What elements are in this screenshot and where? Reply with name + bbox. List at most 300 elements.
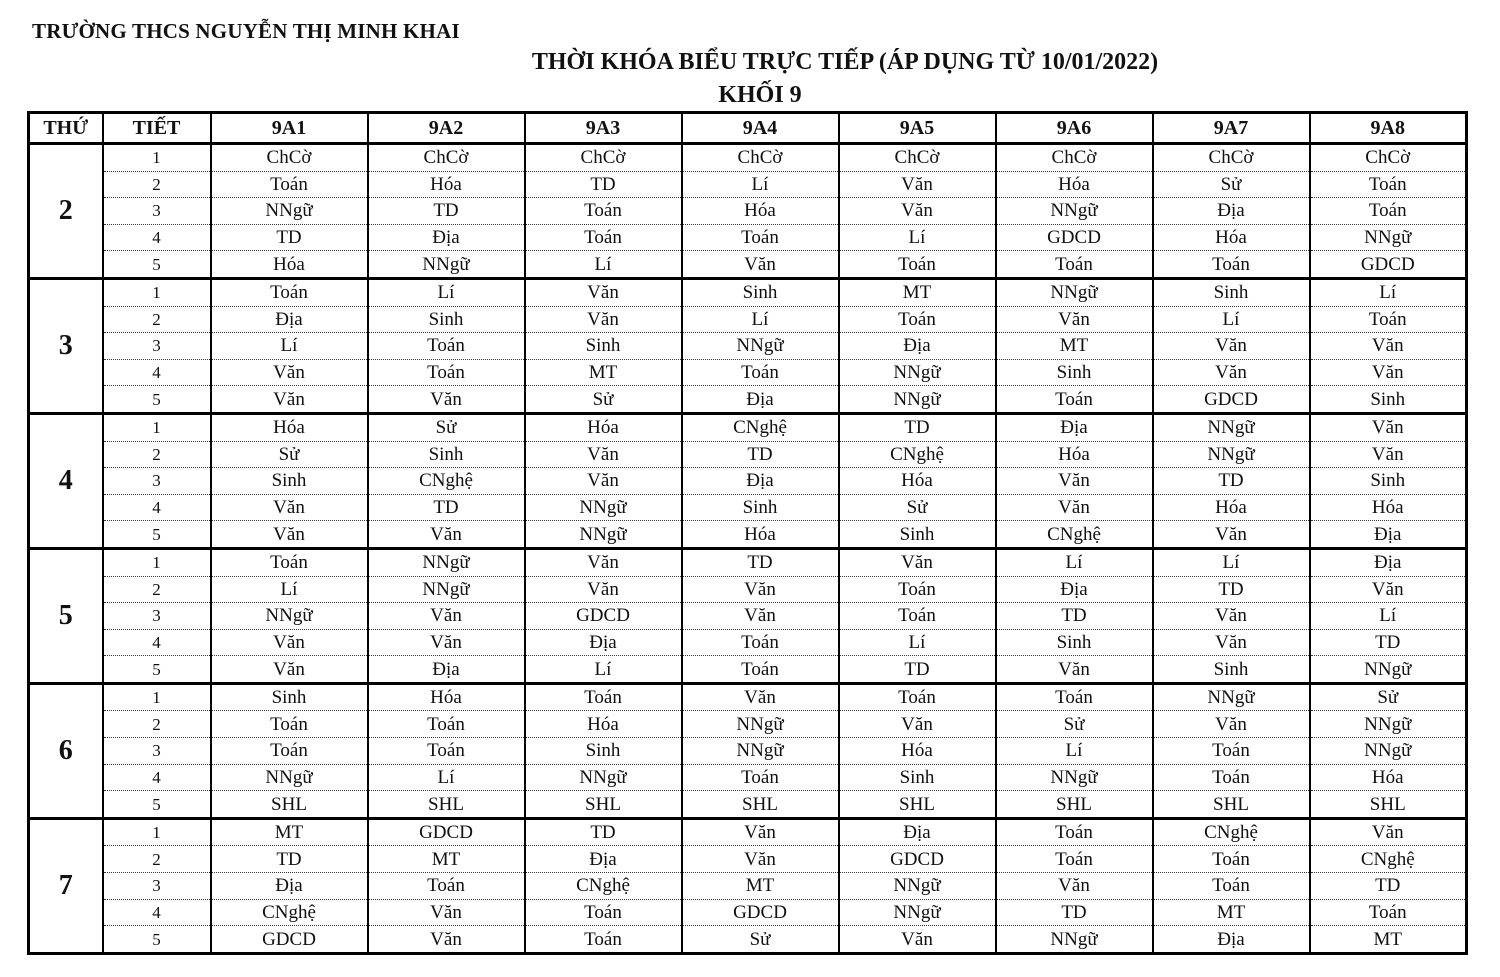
subject-cell: Văn <box>368 629 525 656</box>
subject-cell: Toán <box>211 711 368 738</box>
subject-cell: SHL <box>368 791 525 819</box>
subject-cell: Toán <box>1153 251 1310 279</box>
subject-cell: Sử <box>1310 683 1467 711</box>
subject-cell: Văn <box>839 926 996 954</box>
subject-cell: Văn <box>525 306 682 333</box>
subject-cell: Sinh <box>1310 386 1467 414</box>
subject-cell: Văn <box>682 603 839 630</box>
period-cell: 5 <box>103 521 211 549</box>
period-cell: 4 <box>103 899 211 926</box>
table-row <box>29 711 1467 738</box>
subject-cell: Địa <box>1153 926 1310 954</box>
day-cell: 4 <box>29 413 103 548</box>
subject-cell: TD <box>1153 576 1310 603</box>
subject-cell: TD <box>368 494 525 521</box>
subject-cell: Sinh <box>839 764 996 791</box>
table-row <box>29 576 1467 603</box>
period-cell: 4 <box>103 629 211 656</box>
subject-cell: Sinh <box>1310 468 1467 495</box>
subject-cell: MT <box>1310 926 1467 954</box>
subject-cell: Toán <box>525 224 682 251</box>
subject-cell: Văn <box>525 441 682 468</box>
subject-cell: Sinh <box>211 468 368 495</box>
subject-cell: Văn <box>211 656 368 684</box>
table-row <box>29 656 1467 684</box>
timetable <box>27 111 1468 955</box>
subject-cell: TD <box>1310 629 1467 656</box>
subject-cell: Toán <box>1310 171 1467 198</box>
subject-cell: TD <box>1153 468 1310 495</box>
subject-cell: Lí <box>839 224 996 251</box>
subject-cell: ChCờ <box>682 144 839 172</box>
subject-cell: Văn <box>211 359 368 386</box>
subject-cell: Hóa <box>368 683 525 711</box>
subject-cell: GDCD <box>525 603 682 630</box>
table-row <box>29 873 1467 900</box>
subject-cell: Địa <box>839 333 996 360</box>
subject-cell: Toán <box>839 603 996 630</box>
subject-cell: Văn <box>211 494 368 521</box>
table-row <box>29 764 1467 791</box>
subject-cell: Lí <box>839 629 996 656</box>
table-row <box>29 818 1467 846</box>
subject-cell: NNgữ <box>525 521 682 549</box>
subject-cell: GDCD <box>682 899 839 926</box>
subject-cell: MT <box>525 359 682 386</box>
table-row <box>29 144 1467 172</box>
subject-cell: NNgữ <box>1310 738 1467 765</box>
subject-cell: Địa <box>211 306 368 333</box>
subject-cell: Văn <box>525 576 682 603</box>
subject-cell: NNgữ <box>1153 683 1310 711</box>
subject-cell: Địa <box>682 468 839 495</box>
day-cell: 2 <box>29 144 103 279</box>
header-class: 9A7 <box>1153 113 1310 144</box>
subject-cell: Lí <box>211 576 368 603</box>
subject-cell: Văn <box>996 656 1153 684</box>
subject-cell: Địa <box>1153 198 1310 225</box>
subject-cell: Lí <box>996 738 1153 765</box>
subject-cell: Lí <box>1153 548 1310 576</box>
subject-cell: Toán <box>525 683 682 711</box>
period-cell: 4 <box>103 764 211 791</box>
subject-cell: Sinh <box>525 333 682 360</box>
subject-cell: NNgữ <box>996 926 1153 954</box>
table-row <box>29 846 1467 873</box>
period-cell: 1 <box>103 548 211 576</box>
subject-cell: Sử <box>682 926 839 954</box>
subject-cell: SHL <box>839 791 996 819</box>
subject-cell: Văn <box>1153 711 1310 738</box>
subject-cell: NNgữ <box>1310 224 1467 251</box>
subject-cell: Toán <box>682 629 839 656</box>
subject-cell: CNghệ <box>682 413 839 441</box>
subject-cell: Hóa <box>682 198 839 225</box>
day-cell: 7 <box>29 818 103 953</box>
period-cell: 3 <box>103 468 211 495</box>
table-row <box>29 521 1467 549</box>
subject-cell: Văn <box>368 603 525 630</box>
subject-cell: NNgữ <box>682 711 839 738</box>
subject-cell: Toán <box>368 333 525 360</box>
table-row <box>29 468 1467 495</box>
subject-cell: Sinh <box>682 494 839 521</box>
subject-cell: Văn <box>368 926 525 954</box>
table-row <box>29 333 1467 360</box>
subject-cell: Lí <box>368 764 525 791</box>
subject-cell: Sử <box>1153 171 1310 198</box>
subject-cell: CNghệ <box>1310 846 1467 873</box>
period-cell: 5 <box>103 386 211 414</box>
subject-cell: Sử <box>839 494 996 521</box>
table-row <box>29 494 1467 521</box>
period-cell: 2 <box>103 171 211 198</box>
subject-cell: Toán <box>1153 738 1310 765</box>
subject-cell: Hóa <box>996 171 1153 198</box>
subject-cell: CNghệ <box>996 521 1153 549</box>
subject-cell: Văn <box>1310 576 1467 603</box>
header-class: 9A6 <box>996 113 1153 144</box>
subject-cell: Toán <box>1310 306 1467 333</box>
subject-cell: TD <box>525 171 682 198</box>
period-cell: 1 <box>103 818 211 846</box>
subject-cell: TD <box>368 198 525 225</box>
subject-cell: Địa <box>368 224 525 251</box>
subject-cell: NNgữ <box>839 359 996 386</box>
subject-cell: Văn <box>211 629 368 656</box>
period-cell: 3 <box>103 603 211 630</box>
subject-cell: Văn <box>368 386 525 414</box>
subject-cell: Hóa <box>525 711 682 738</box>
subject-cell: Toán <box>839 306 996 333</box>
subject-cell: TD <box>996 899 1153 926</box>
period-cell: 4 <box>103 359 211 386</box>
subject-cell: Lí <box>682 306 839 333</box>
subject-cell: Sinh <box>1153 278 1310 306</box>
period-cell: 3 <box>103 738 211 765</box>
subject-cell: TD <box>211 224 368 251</box>
subject-cell: NNgữ <box>839 899 996 926</box>
subject-cell: Toán <box>368 873 525 900</box>
subject-cell: TD <box>525 818 682 846</box>
header-class: 9A2 <box>368 113 525 144</box>
subject-cell: Sinh <box>996 359 1153 386</box>
subject-cell: Địa <box>525 846 682 873</box>
subject-cell: Văn <box>1310 441 1467 468</box>
subject-cell: Toán <box>1153 764 1310 791</box>
subject-cell: TD <box>839 413 996 441</box>
subject-cell: Địa <box>1310 548 1467 576</box>
subject-cell: CNghệ <box>1153 818 1310 846</box>
header-class: 9A1 <box>211 113 368 144</box>
subject-cell: SHL <box>996 791 1153 819</box>
period-cell: 2 <box>103 441 211 468</box>
period-cell: 4 <box>103 494 211 521</box>
period-cell: 5 <box>103 926 211 954</box>
subject-cell: Văn <box>211 521 368 549</box>
subject-cell: Lí <box>996 548 1153 576</box>
subject-cell: Sinh <box>1153 656 1310 684</box>
period-cell: 2 <box>103 306 211 333</box>
day-cell: 6 <box>29 683 103 818</box>
subject-cell: Lí <box>1153 306 1310 333</box>
table-row <box>29 386 1467 414</box>
subject-cell: ChCờ <box>1310 144 1467 172</box>
subject-cell: Văn <box>996 873 1153 900</box>
subject-cell: Sử <box>525 386 682 414</box>
subject-cell: Toán <box>996 683 1153 711</box>
subject-cell: NNgữ <box>525 764 682 791</box>
period-cell: 2 <box>103 576 211 603</box>
subject-cell: Toán <box>682 359 839 386</box>
subject-cell: SHL <box>682 791 839 819</box>
subject-cell: Toán <box>525 899 682 926</box>
subject-cell: Hóa <box>368 171 525 198</box>
subject-cell: Văn <box>1153 603 1310 630</box>
subject-cell: Văn <box>1153 521 1310 549</box>
subject-cell: Văn <box>996 468 1153 495</box>
subject-cell: Toán <box>368 738 525 765</box>
subject-cell: SHL <box>211 791 368 819</box>
subject-cell: NNgữ <box>1153 413 1310 441</box>
header-class: 9A5 <box>839 113 996 144</box>
day-cell: 5 <box>29 548 103 683</box>
subject-cell: Toán <box>1153 873 1310 900</box>
subject-cell: Toán <box>682 656 839 684</box>
subject-cell: ChCờ <box>211 144 368 172</box>
subject-cell: Văn <box>1310 359 1467 386</box>
day-cell: 3 <box>29 278 103 413</box>
subject-cell: CNghệ <box>211 899 368 926</box>
subject-cell: NNgữ <box>682 333 839 360</box>
subject-cell: GDCD <box>839 846 996 873</box>
subject-cell: Văn <box>682 683 839 711</box>
subject-cell: SHL <box>525 791 682 819</box>
subject-cell: Lí <box>1310 278 1467 306</box>
subject-cell: Hóa <box>1310 494 1467 521</box>
subject-cell: Văn <box>996 494 1153 521</box>
subject-cell: Toán <box>1310 899 1467 926</box>
subject-cell: Văn <box>682 818 839 846</box>
subject-cell: SHL <box>1153 791 1310 819</box>
table-row <box>29 738 1467 765</box>
subject-cell: Toán <box>839 251 996 279</box>
subject-cell: Toán <box>525 926 682 954</box>
header-period: TIẾT <box>103 113 211 144</box>
subject-cell: Sinh <box>839 521 996 549</box>
subject-cell: Văn <box>1310 818 1467 846</box>
table-row <box>29 251 1467 279</box>
subject-cell: SHL <box>1310 791 1467 819</box>
subject-cell: CNghệ <box>525 873 682 900</box>
subject-cell: Văn <box>1153 629 1310 656</box>
period-cell: 4 <box>103 224 211 251</box>
subject-cell: Toán <box>211 171 368 198</box>
subject-cell: CNghệ <box>839 441 996 468</box>
subject-cell: NNgữ <box>1310 711 1467 738</box>
subject-cell: GDCD <box>211 926 368 954</box>
subject-cell: Hóa <box>211 251 368 279</box>
subject-cell: NNgữ <box>682 738 839 765</box>
subject-cell: Sinh <box>211 683 368 711</box>
table-row <box>29 359 1467 386</box>
subject-cell: Toán <box>211 278 368 306</box>
table-row <box>29 683 1467 711</box>
subject-cell: Văn <box>1153 333 1310 360</box>
subject-cell: TD <box>1310 873 1467 900</box>
subject-cell: Toán <box>211 738 368 765</box>
subject-cell: Toán <box>996 818 1153 846</box>
subject-cell: Sử <box>996 711 1153 738</box>
header-class: 9A8 <box>1310 113 1467 144</box>
subject-cell: NNgữ <box>368 548 525 576</box>
subject-cell: Sinh <box>368 441 525 468</box>
period-cell: 1 <box>103 144 211 172</box>
period-cell: 3 <box>103 333 211 360</box>
subject-cell: Toán <box>211 548 368 576</box>
table-row <box>29 926 1467 954</box>
subject-cell: Toán <box>368 359 525 386</box>
subject-cell: Văn <box>525 468 682 495</box>
subject-cell: Văn <box>211 386 368 414</box>
subject-cell: Địa <box>1310 521 1467 549</box>
subject-cell: Hóa <box>1310 764 1467 791</box>
table-row <box>29 171 1467 198</box>
header-row <box>29 113 1467 144</box>
school-name: TRƯỜNG THCS NGUYỄN THỊ MINH KHAI <box>32 19 460 43</box>
subject-cell: GDCD <box>1153 386 1310 414</box>
subject-cell: Toán <box>996 846 1153 873</box>
period-cell: 5 <box>103 791 211 819</box>
subject-cell: Văn <box>368 521 525 549</box>
subject-cell: Sử <box>368 413 525 441</box>
period-cell: 1 <box>103 278 211 306</box>
subject-cell: Toán <box>682 764 839 791</box>
subject-cell: Văn <box>839 711 996 738</box>
subject-cell: Địa <box>525 629 682 656</box>
table-row <box>29 413 1467 441</box>
period-cell: 1 <box>103 683 211 711</box>
subject-cell: MT <box>839 278 996 306</box>
subject-cell: Văn <box>839 171 996 198</box>
table-row <box>29 224 1467 251</box>
table-row <box>29 278 1467 306</box>
subject-cell: GDCD <box>1310 251 1467 279</box>
subject-cell: Lí <box>682 171 839 198</box>
subject-cell: Lí <box>368 278 525 306</box>
subject-cell: Toán <box>996 386 1153 414</box>
subject-cell: MT <box>996 333 1153 360</box>
table-row <box>29 629 1467 656</box>
subject-cell: TD <box>682 548 839 576</box>
subject-cell: NNgữ <box>1153 441 1310 468</box>
subject-cell: Toán <box>839 576 996 603</box>
subject-cell: ChCờ <box>839 144 996 172</box>
subject-cell: NNgữ <box>1310 656 1467 684</box>
page-title: THỜI KHÓA BIỂU TRỰC TIẾP (ÁP DỤNG TỪ 10/01/2022) <box>531 49 1159 75</box>
period-cell: 3 <box>103 873 211 900</box>
subject-cell: Văn <box>525 548 682 576</box>
subject-cell: NNgữ <box>996 278 1153 306</box>
subject-cell: Địa <box>682 386 839 414</box>
subject-cell: Lí <box>525 656 682 684</box>
subject-cell: NNgữ <box>525 494 682 521</box>
subject-cell: TD <box>211 846 368 873</box>
subject-cell: Toán <box>1153 846 1310 873</box>
table-row <box>29 791 1467 819</box>
subject-cell: Văn <box>682 846 839 873</box>
table-row <box>29 548 1467 576</box>
subject-cell: TD <box>839 656 996 684</box>
header-day: THỨ <box>29 113 103 144</box>
subject-cell: GDCD <box>368 818 525 846</box>
table-row <box>29 899 1467 926</box>
table-row <box>29 198 1467 225</box>
subject-cell: Văn <box>682 576 839 603</box>
subject-cell: Sinh <box>525 738 682 765</box>
subject-cell: ChCờ <box>996 144 1153 172</box>
subject-cell: MT <box>211 818 368 846</box>
subject-cell: Sinh <box>682 278 839 306</box>
subject-cell: Địa <box>211 873 368 900</box>
subject-cell: Văn <box>1310 333 1467 360</box>
period-cell: 1 <box>103 413 211 441</box>
timetable-body <box>29 144 1467 954</box>
subject-cell: Sinh <box>368 306 525 333</box>
table-row <box>29 603 1467 630</box>
subject-cell: Hóa <box>525 413 682 441</box>
subject-cell: NNgữ <box>996 198 1153 225</box>
subject-cell: Hóa <box>996 441 1153 468</box>
subject-cell: Toán <box>1310 198 1467 225</box>
subject-cell: ChCờ <box>1153 144 1310 172</box>
subject-cell: Địa <box>368 656 525 684</box>
subject-cell: MT <box>682 873 839 900</box>
table-row <box>29 306 1467 333</box>
subject-cell: NNgữ <box>839 873 996 900</box>
subject-cell: MT <box>368 846 525 873</box>
subject-cell: Văn <box>996 306 1153 333</box>
subject-cell: Toán <box>525 198 682 225</box>
period-cell: 5 <box>103 251 211 279</box>
subject-cell: Lí <box>1310 603 1467 630</box>
subject-cell: Sử <box>211 441 368 468</box>
subject-cell: Địa <box>996 576 1153 603</box>
subject-cell: NNgữ <box>839 386 996 414</box>
subject-cell: NNgữ <box>211 603 368 630</box>
subject-cell: Hóa <box>1153 224 1310 251</box>
subject-cell: Văn <box>682 251 839 279</box>
period-cell: 2 <box>103 711 211 738</box>
grade-block-label: KHỐI 9 <box>718 82 802 108</box>
subject-cell: NNgữ <box>368 251 525 279</box>
subject-cell: TD <box>996 603 1153 630</box>
subject-cell: Địa <box>996 413 1153 441</box>
subject-cell: ChCờ <box>525 144 682 172</box>
subject-cell: Toán <box>996 251 1153 279</box>
subject-cell: Hóa <box>211 413 368 441</box>
header-class: 9A4 <box>682 113 839 144</box>
subject-cell: GDCD <box>996 224 1153 251</box>
table-row <box>29 441 1467 468</box>
subject-cell: Toán <box>839 683 996 711</box>
subject-cell: NNgữ <box>211 198 368 225</box>
subject-cell: MT <box>1153 899 1310 926</box>
subject-cell: ChCờ <box>368 144 525 172</box>
subject-cell: Hóa <box>839 468 996 495</box>
period-cell: 2 <box>103 846 211 873</box>
subject-cell: Sinh <box>996 629 1153 656</box>
